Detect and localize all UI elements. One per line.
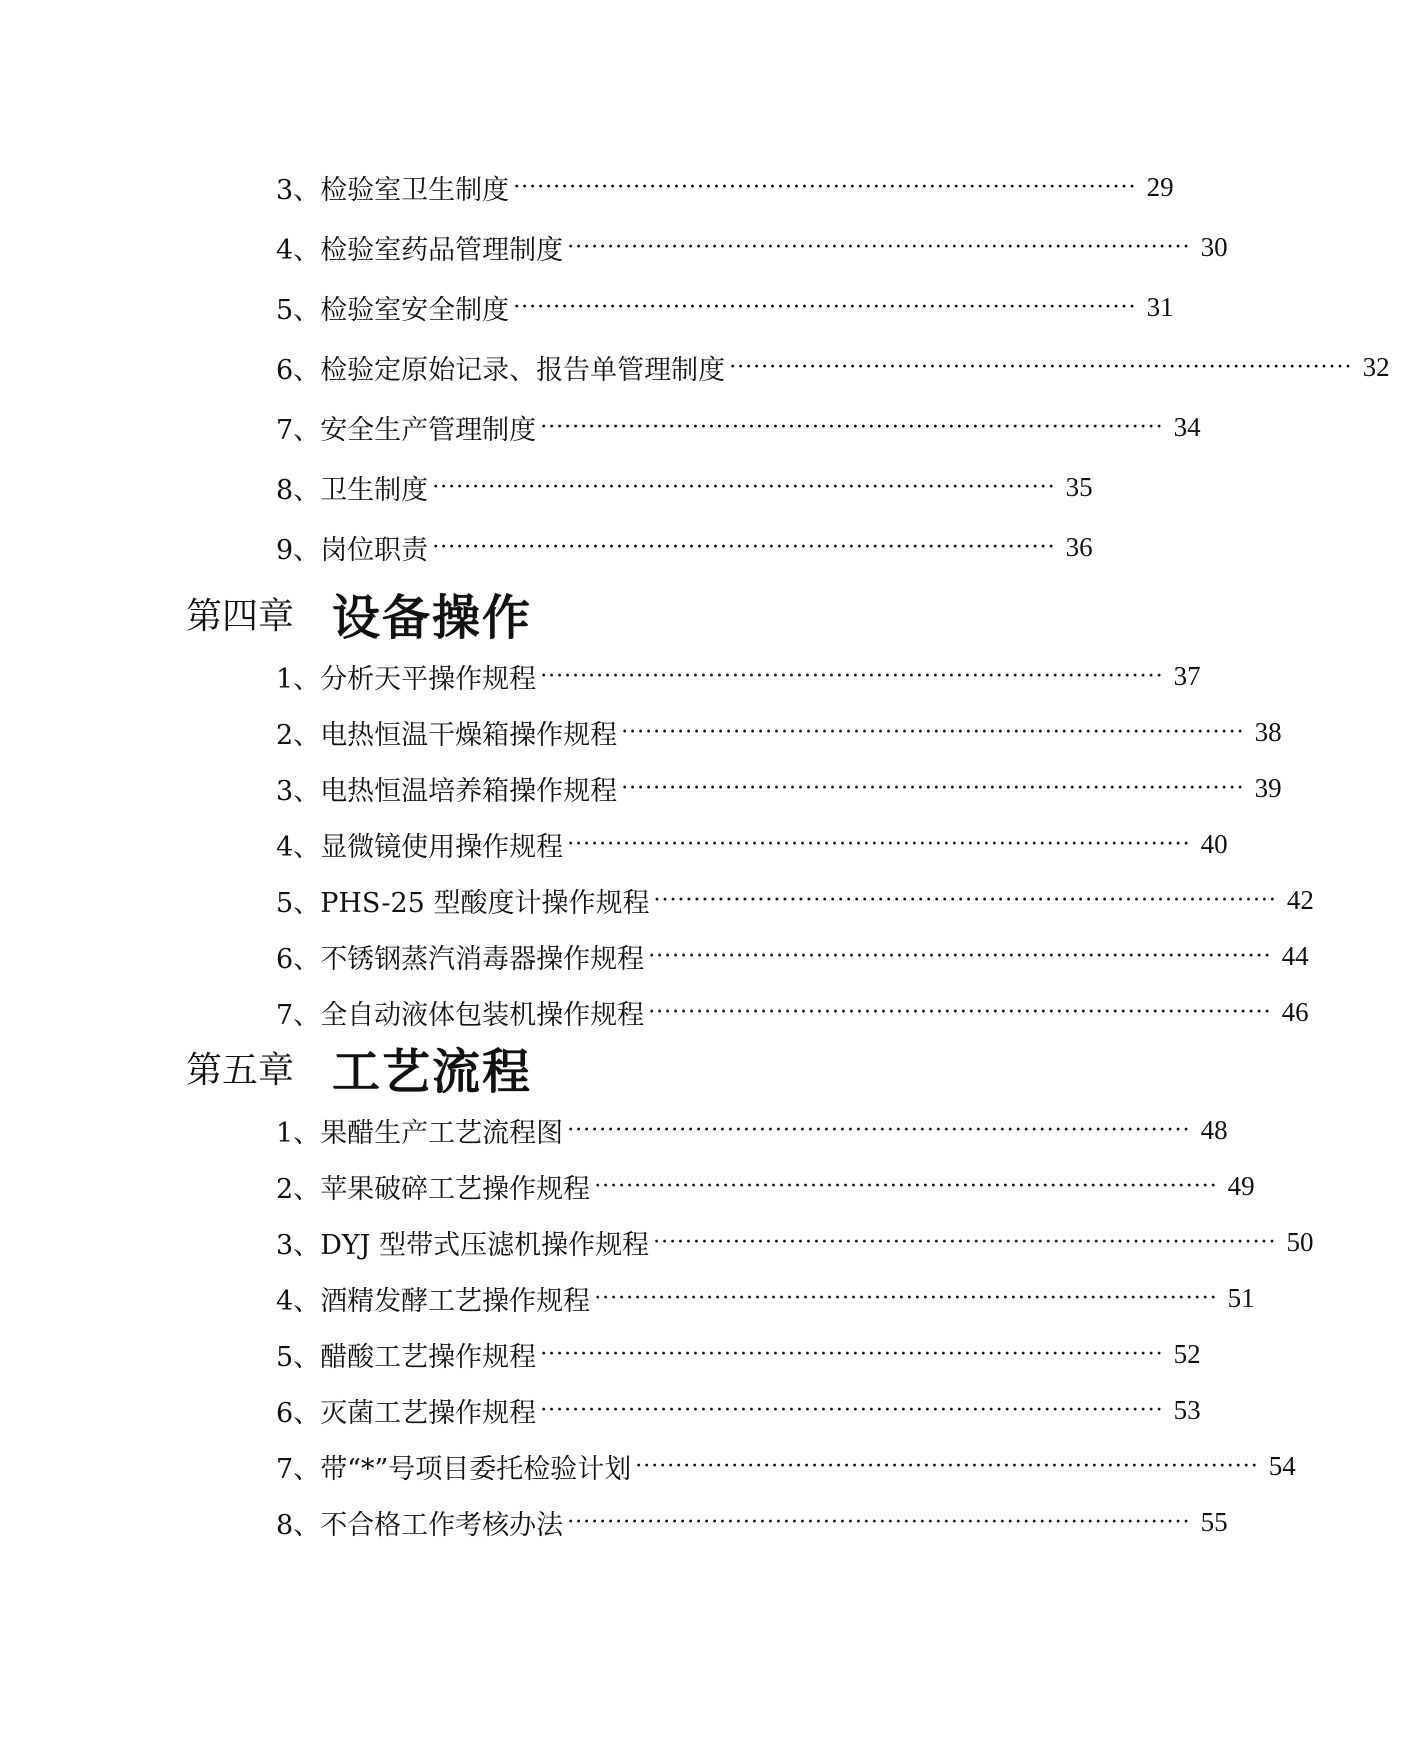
toc-entry[interactable] <box>276 347 1390 387</box>
toc-entry[interactable] <box>276 407 1201 447</box>
toc-dot-leader: ·············································································· <box>648 943 1272 969</box>
toc-entry-number: 8、 <box>276 1509 321 1541</box>
toc-entry[interactable] <box>276 712 1282 752</box>
toc-entry[interactable] <box>276 880 1314 920</box>
toc-dot-leader: ·············································································· <box>648 999 1272 1025</box>
toc-dot-leader: ·············································································· <box>513 294 1137 320</box>
toc-entry-title: 不合格工作考核办法 <box>320 1509 564 1541</box>
toc-entry-number: 7、 <box>276 999 321 1031</box>
toc-entry-title: DYJ 型带式压滤机操作规程 <box>320 1229 650 1261</box>
toc-entry-page: 31 <box>1146 291 1174 322</box>
toc-dot-leader: ·············································································· <box>621 719 1245 745</box>
toc-entry-title: 不锈钢蒸汽消毒器操作规程 <box>320 943 645 975</box>
toc-entry-title: 安全生产管理制度 <box>320 414 537 446</box>
toc-entry-number: 1、 <box>276 1117 321 1149</box>
toc-entry[interactable] <box>276 1334 1201 1374</box>
toc-entry-title: 检验室安全制度 <box>320 294 510 326</box>
toc-entry-title: 检验室药品管理制度 <box>320 234 564 266</box>
toc-entry-title: 酒精发酵工艺操作规程 <box>320 1285 591 1317</box>
chapter-title: 设备操作 <box>332 589 533 646</box>
toc-entry[interactable] <box>276 1446 1296 1486</box>
chapter-label: 第五章 <box>186 1049 295 1091</box>
toc-entry[interactable] <box>276 1502 1228 1542</box>
toc-entry[interactable] <box>276 1110 1228 1150</box>
toc-dot-leader: ·············································································· <box>567 1117 1191 1143</box>
toc-entry-title: 醋酸工艺操作规程 <box>320 1341 537 1373</box>
toc-dot-leader: ·············································································· <box>567 234 1191 260</box>
toc-entry-number: 6、 <box>276 1397 321 1429</box>
toc-entry[interactable] <box>276 527 1093 567</box>
toc-entry-number: 6、 <box>276 354 321 386</box>
toc-entry-page: 48 <box>1200 1114 1228 1145</box>
toc-entry-number: 4、 <box>276 831 321 863</box>
toc-entry-page: 55 <box>1200 1506 1228 1537</box>
toc-entry-title: 检验定原始记录、报告单管理制度 <box>320 354 726 386</box>
chapter-label: 第四章 <box>186 595 295 637</box>
toc-entry[interactable] <box>276 467 1093 507</box>
toc-entry[interactable] <box>276 287 1174 327</box>
toc-entry[interactable] <box>276 992 1309 1032</box>
chapter-heading[interactable] <box>186 1032 532 1102</box>
toc-entry-number: 2、 <box>276 719 321 751</box>
toc-entry-number: 5、 <box>276 294 321 326</box>
toc-entry-title: 带“*”号项目委托检验计划 <box>320 1453 632 1485</box>
toc-entry-title: 电热恒温培养箱操作规程 <box>320 775 618 807</box>
toc-entry-number: 2、 <box>276 1173 321 1205</box>
toc-entry-title: 检验室卫生制度 <box>320 174 510 206</box>
toc-entry-title: 苹果破碎工艺操作规程 <box>320 1173 591 1205</box>
toc-entry-number: 3、 <box>276 174 321 206</box>
toc-entry-page: 29 <box>1146 171 1174 202</box>
toc-dot-leader: ·············································································· <box>432 474 1056 500</box>
toc-entry-page: 53 <box>1173 1394 1201 1425</box>
toc-dot-leader: ·············································································· <box>540 1341 1164 1367</box>
toc-dot-leader: ·············································································· <box>567 1509 1191 1535</box>
toc-dot-leader: ·············································································· <box>635 1453 1259 1479</box>
toc-entry[interactable] <box>276 824 1228 864</box>
toc-dot-leader: ·············································································· <box>540 414 1164 440</box>
toc-entry-number: 4、 <box>276 234 321 266</box>
toc-entry-page: 32 <box>1362 351 1390 382</box>
toc-entry-number: 7、 <box>276 414 321 446</box>
toc-entry-page: 44 <box>1281 940 1309 971</box>
toc-entry-title: PHS-25 型酸度计操作规程 <box>320 887 650 919</box>
toc-entry-page: 30 <box>1200 231 1228 262</box>
toc-entry[interactable] <box>276 656 1201 696</box>
toc-entry-number: 9、 <box>276 534 321 566</box>
toc-entry[interactable] <box>276 1166 1255 1206</box>
toc-dot-leader: ·············································································· <box>567 831 1191 857</box>
toc-entry-number: 6、 <box>276 943 321 975</box>
toc-entry-page: 39 <box>1254 772 1282 803</box>
toc-entry-number: 7、 <box>276 1453 321 1485</box>
toc-entry-title: 卫生制度 <box>320 474 429 506</box>
toc-entry-page: 42 <box>1286 884 1314 915</box>
toc-entry-title: 果醋生产工艺流程图 <box>320 1117 564 1149</box>
toc-entry-page: 35 <box>1065 471 1093 502</box>
toc-entry-page: 40 <box>1200 828 1228 859</box>
toc-entry[interactable] <box>276 936 1309 976</box>
toc-dot-leader: ·············································································· <box>540 1397 1164 1423</box>
toc-entry-title: 显微镜使用操作规程 <box>320 831 564 863</box>
toc-entry[interactable] <box>276 1278 1255 1318</box>
toc-dot-leader: ·············································································· <box>729 354 1353 380</box>
toc-entry-page: 34 <box>1173 411 1201 442</box>
toc-entry-number: 5、 <box>276 1341 321 1373</box>
toc-dot-leader: ·············································································· <box>513 174 1137 200</box>
toc-dot-leader: ·············································································· <box>540 663 1164 689</box>
toc-entry[interactable] <box>276 768 1282 808</box>
toc-dot-leader: ·············································································· <box>594 1285 1218 1311</box>
toc-entry[interactable] <box>276 227 1228 267</box>
toc-dot-leader: ·············································································· <box>653 887 1277 913</box>
toc-dot-leader: ·············································································· <box>653 1229 1277 1255</box>
toc-entry-title: 灭菌工艺操作规程 <box>320 1397 537 1429</box>
toc-entry-page: 37 <box>1173 660 1201 691</box>
chapter-heading[interactable] <box>186 578 532 648</box>
toc-entry-number: 8、 <box>276 474 321 506</box>
toc-entry-number: 4、 <box>276 1285 321 1317</box>
toc-dot-leader: ·············································································· <box>594 1173 1218 1199</box>
toc-entry-number: 3、 <box>276 775 321 807</box>
toc-entry[interactable] <box>276 167 1174 207</box>
toc-entry-title: 电热恒温干燥箱操作规程 <box>320 719 618 751</box>
toc-entry[interactable] <box>276 1390 1201 1430</box>
toc-entry-title: 岗位职责 <box>320 534 429 566</box>
toc-entry-page: 50 <box>1286 1226 1314 1257</box>
chapter-title: 工艺流程 <box>332 1043 533 1100</box>
toc-entry-number: 5、 <box>276 887 321 919</box>
toc-entry-page: 36 <box>1065 531 1093 562</box>
toc-entry-page: 51 <box>1227 1282 1255 1313</box>
toc-entry-page: 46 <box>1281 996 1309 1027</box>
toc-entry-number: 1、 <box>276 663 321 695</box>
toc-entry-title: 分析天平操作规程 <box>320 663 537 695</box>
toc-entry-page: 49 <box>1227 1170 1255 1201</box>
toc-entry[interactable] <box>276 1222 1314 1262</box>
toc-entry-title: 全自动液体包装机操作规程 <box>320 999 645 1031</box>
toc-entry-page: 52 <box>1173 1338 1201 1369</box>
toc-dot-leader: ·············································································· <box>432 534 1056 560</box>
toc-entry-number: 3、 <box>276 1229 321 1261</box>
toc-dot-leader: ·············································································· <box>621 775 1245 801</box>
toc-entry-page: 54 <box>1268 1450 1296 1481</box>
toc-entry-page: 38 <box>1254 716 1282 747</box>
